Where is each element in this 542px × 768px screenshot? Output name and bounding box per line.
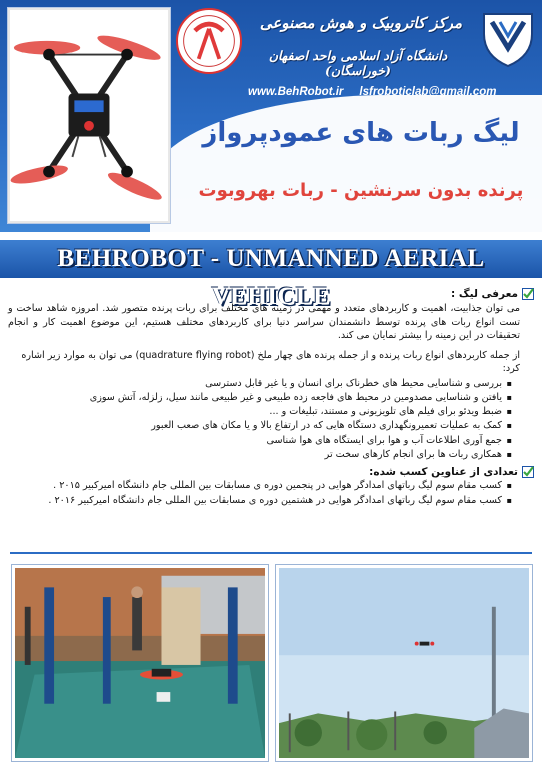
website-link[interactable]: www.BehRobot.ir [248,86,344,98]
list-item: ▪ کسب مقام سوم لیگ رباتهای امدادگر هوایی در هشتمین دوره ی مسابقات بین المللی جام دانشگاه امیرکبیر ۲۰۱۶ . [8,494,512,508]
university-name: دانشگاه آزاد اسلامی واحد اصفهان (خوراسگان) [268,48,448,78]
applications-list [8,377,512,463]
university-logo [480,8,536,68]
list-item: ▪ بررسی و شناسایی محیط های خطرناک برای انسان و یا غیر قابل دسترسی [8,377,512,391]
quadcopter-illustration [10,10,168,221]
drone-photo [8,8,170,223]
awards-list [8,479,512,508]
list-item: ▪ جمع آوری اطلاعات آب و هوا برای ایستگاه های هوا شناسی [8,434,512,448]
awards-heading-label: تعدادی از عناوین کسب شده: [369,466,518,479]
lab-logo [176,8,242,74]
content [8,288,534,508]
league-title: لیگ ربات های عمودپرواز [202,118,520,148]
league-subtitle: پرنده بدون سرنشین - ربات بهروبوت [198,180,524,201]
sky-photo [276,565,532,761]
header [0,0,542,232]
awards-heading [8,466,534,478]
list-item: ▪ کسب مقام سوم لیگ رباتهای امدادگر هوایی در پنجمین دوره ی مسابقات بین المللی جام دانشگاه امیرکبیر ۲۰۱۵ . [8,479,512,493]
list-item: ▪ همکاری ربات ها برای انجام کارهای سخت تر [8,448,512,462]
center-name: مرکز کاتروبیک و هوش مصنوعی [259,14,463,32]
header-wave [150,95,542,232]
intro-heading [8,288,534,300]
check-icon [522,288,534,300]
list-item: ▪ یافتن و شناسایی مصدومین در محیط های فاجعه زده طبیعی و غیر طبیعی مانند سیل، زلزله، آتش سوزی [8,391,512,405]
intro-heading-label: معرفی لیگ : [451,288,518,300]
contacts [248,86,538,98]
applications-intro: از جمله کاربردهای انواع ربات پرنده و از جمله پرنده های چهار ملخ (quadrature flying robot) می توان به موارد زیر اشاره کرد: [21,349,520,374]
intro-paragraph: می توان جذابیت، اهمیت و کاربردهای متعدد و مهمی در زمینه های مختلف برای ربات پرنده متصور شد. امروزه شاهد ساخت و تست انواع ربات های پرنده توسط دانشمندان سراسر دنیا برای کاربردهای مختلف هستیم، این موضوع اهمیت کار و انجام تحقیقات در این زمینه را بیشتر نمایان می کند. [8,303,520,341]
email-link[interactable]: lsfroboticlab@gmail.com [359,86,497,98]
check-icon [522,466,534,478]
banner-title: BEHROBOT - UNMANNED AERIAL VEHICLE [57,245,485,310]
list-item: ▪ کمک به عملیات تعمیرونگهداری دستگاه هایی که در ارتفاع بالا و یا مکان های صعب العبور [8,419,512,433]
arena-photo [12,565,268,761]
section-divider [10,552,532,554]
list-item: ▪ ضبط ویدئو برای فیلم های تلویزیونی و مستند، تبلیغات و ... [8,405,512,419]
